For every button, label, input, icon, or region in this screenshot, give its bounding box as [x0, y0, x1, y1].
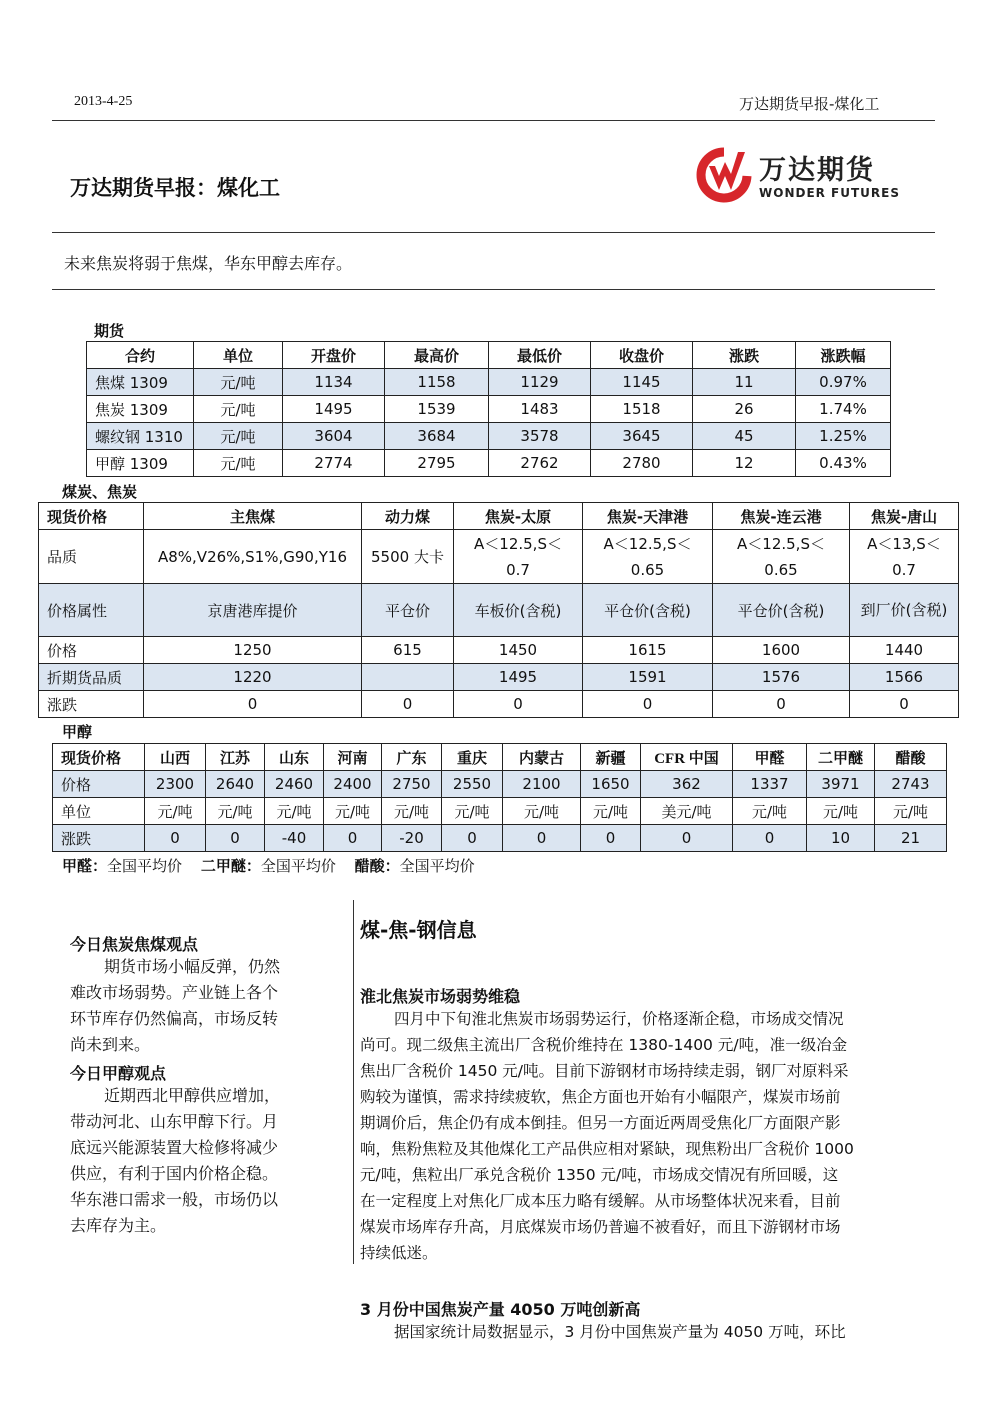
table-cell: 0 [850, 691, 959, 718]
table-row [39, 691, 959, 718]
table-cell: 2780 [591, 450, 693, 477]
col-header: 重庆 [442, 744, 503, 771]
table-cell: 0.97% [796, 369, 891, 396]
table-cell: 平仓价 [362, 584, 454, 637]
text-line: 供应，有利于国内价格企稳。 [70, 1164, 279, 1183]
col-header: 焦炭-连云港 [713, 503, 850, 530]
table-cell: 1539 [385, 396, 489, 423]
col-header: 山东 [265, 744, 324, 771]
table-cell: 元/吨 [442, 798, 503, 825]
table-cell: 0.43% [796, 450, 891, 477]
col-header: 新疆 [581, 744, 641, 771]
report-date: 2013-4-25 [74, 94, 133, 109]
table-cell: 21 [875, 825, 947, 852]
text-line: 期货市场小幅反弹，仍然 [104, 957, 281, 976]
table-cell: 元/吨 [194, 369, 283, 396]
table-cell: 0 [362, 691, 454, 718]
note-text: 全国平均价 [107, 857, 183, 875]
table-cell: 1.74% [796, 396, 891, 423]
text-line: 底远兴能源装置大检修将减少 [70, 1138, 279, 1157]
col-header: 开盘价 [283, 342, 385, 369]
col-header: 动力煤 [362, 503, 454, 530]
table-cell: 元/吨 [194, 396, 283, 423]
table-cell: 1495 [454, 664, 583, 691]
note-label: 甲醛： [62, 857, 108, 875]
table-cell: 美元/吨 [641, 798, 733, 825]
table-cell: 螺纹钢 1310 [87, 423, 194, 450]
table-row [87, 369, 891, 396]
table-cell: 2762 [489, 450, 591, 477]
table-row [39, 637, 959, 664]
table-cell: 元/吨 [265, 798, 324, 825]
table-cell: 2774 [283, 450, 385, 477]
col-header: 现货价格 [39, 503, 144, 530]
text-line: 华东港口需求一般，市场仍以 [70, 1190, 279, 1209]
table-cell: 折期货品质 [39, 664, 144, 691]
coal-table [38, 502, 959, 718]
methanol-table [52, 743, 947, 852]
table-cell: 元/吨 [194, 423, 283, 450]
note-text: 全国平均价 [260, 857, 336, 875]
summary-bottom-rule [52, 289, 935, 290]
table-cell: 元/吨 [206, 798, 265, 825]
table-cell: 3645 [591, 423, 693, 450]
text-line: 近期西北甲醇供应增加， [104, 1086, 281, 1105]
logo-en-text: WONDER FUTURES [759, 186, 901, 200]
table-cell: 0 [144, 691, 362, 718]
table-cell: 元/吨 [382, 798, 442, 825]
table-cell: 1145 [591, 369, 693, 396]
table-row [87, 423, 891, 450]
table-cell: 5500 大卡 [362, 530, 454, 584]
table-cell: 价格 [53, 771, 145, 798]
table-cell: 0 [206, 825, 265, 852]
table-cell: 涨跌 [39, 691, 144, 718]
col-header: 现货价格 [53, 744, 145, 771]
article-title: 3 月份中国焦炭产量 4050 万吨创新高 [360, 1300, 641, 1319]
table-cell: 2743 [875, 771, 947, 798]
methanol-notes [62, 855, 475, 876]
table-cell: A8%,V26%,S1%,G90,Y16 [144, 530, 362, 584]
table-cell: 品质 [39, 530, 144, 584]
table-cell: 元/吨 [581, 798, 641, 825]
table-row [39, 584, 959, 637]
col-header: 江苏 [206, 744, 265, 771]
table-cell: 12 [693, 450, 796, 477]
note-label: 二甲醚： [200, 857, 261, 875]
table-cell: 2400 [324, 771, 382, 798]
text-line: 焦出厂含税价 1450 元/吨。目前下游钢材市场持续走弱，钢厂对原料采 [360, 1062, 849, 1080]
table-cell: 平仓价(含税) [583, 584, 713, 637]
col-header: 合约 [87, 342, 194, 369]
methanol-section-title: 甲醇 [62, 723, 93, 741]
table-cell: 车板价(含税) [454, 584, 583, 637]
table-cell: A＜12.5,S＜0.65 [583, 530, 713, 584]
text-line: 据国家统计局数据显示，3 月份中国焦炭产量为 4050 万吨，环比 [394, 1323, 846, 1341]
text-line: 购较为谨慎，需求持续疲软，焦企方面也开始有小幅限产，煤炭市场前 [360, 1088, 841, 1106]
table-cell: A＜12.5,S＜0.65 [713, 530, 850, 584]
col-header: 山西 [145, 744, 206, 771]
col-header: 焦炭-太原 [454, 503, 583, 530]
table-row [53, 771, 947, 798]
table-cell: 1134 [283, 369, 385, 396]
table-cell: 元/吨 [194, 450, 283, 477]
table-cell: -40 [265, 825, 324, 852]
table-cell: 1158 [385, 369, 489, 396]
col-header: 涨跌 [693, 342, 796, 369]
table-cell: 1566 [850, 664, 959, 691]
table-row [39, 530, 959, 584]
table-cell: 10 [807, 825, 875, 852]
table-cell: 元/吨 [733, 798, 807, 825]
table-cell [362, 664, 454, 691]
table-cell: 价格 [39, 637, 144, 664]
methanol-view-title: 今日甲醇观点 [70, 1064, 167, 1083]
table-cell: 焦炭 1309 [87, 396, 194, 423]
text-line: 四月中下旬淮北焦炭市场弱势运行，价格逐渐企稳，市场成交情况 [394, 1010, 844, 1028]
table-cell: 0 [641, 825, 733, 852]
table-cell: 京唐港库提价 [144, 584, 362, 637]
col-header: 主焦煤 [144, 503, 362, 530]
text-line: 持续低迷。 [360, 1244, 438, 1262]
table-cell: 3971 [807, 771, 875, 798]
table-cell: 元/吨 [324, 798, 382, 825]
table-cell: 3684 [385, 423, 489, 450]
table-cell: 1220 [144, 664, 362, 691]
table-row [53, 825, 947, 852]
article-body [360, 1006, 895, 1266]
table-cell: 2100 [503, 771, 581, 798]
table-cell: 平仓价(含税) [713, 584, 850, 637]
table-cell: 1250 [144, 637, 362, 664]
table-cell: 2460 [265, 771, 324, 798]
table-cell: 1440 [850, 637, 959, 664]
table-cell: 0 [733, 825, 807, 852]
table-cell: 价格属性 [39, 584, 144, 637]
page-title: 万达期货早报：煤化工 [70, 176, 280, 200]
table-cell: 362 [641, 771, 733, 798]
table-cell: 2795 [385, 450, 489, 477]
col-header: 最高价 [385, 342, 489, 369]
table-cell: 1483 [489, 396, 591, 423]
col-header: CFR 中国 [641, 744, 733, 771]
text-line: 难改市场弱势。产业链上各个 [70, 983, 279, 1002]
table-cell: 45 [693, 423, 796, 450]
table-cell: 1129 [489, 369, 591, 396]
table-cell: 到厂价(含税) [850, 584, 959, 637]
table-cell: 1337 [733, 771, 807, 798]
table-row [53, 798, 947, 825]
article-body [360, 1319, 895, 1345]
table-cell: 涨跌 [53, 825, 145, 852]
table-cell: 0 [324, 825, 382, 852]
table-cell: 0 [503, 825, 581, 852]
coke-view-title: 今日焦炭焦煤观点 [70, 935, 199, 954]
table-cell: 1450 [454, 637, 583, 664]
table-row [87, 450, 891, 477]
futures-header-row [87, 342, 891, 369]
table-cell: 3604 [283, 423, 385, 450]
table-cell: 615 [362, 637, 454, 664]
table-cell: 1615 [583, 637, 713, 664]
table-cell: A＜13,S＜0.7 [850, 530, 959, 584]
article-title: 淮北焦炭市场弱势维稳 [360, 987, 521, 1006]
col-header: 河南 [324, 744, 382, 771]
col-header: 二甲醚 [807, 744, 875, 771]
futures-section-title: 期货 [94, 322, 125, 340]
text-line: 在一定程度上对焦化厂成本压力略有缓解。从市场整体状况来看，目前 [360, 1192, 841, 1210]
col-header: 焦炭-唐山 [850, 503, 959, 530]
table-cell: 0 [454, 691, 583, 718]
text-line: 去库存为主。 [70, 1216, 167, 1235]
futures-table [86, 341, 891, 477]
text-line: 带动河北、山东甲醇下行。月 [70, 1112, 279, 1131]
header-right-title: 万达期货早报-煤化工 [739, 95, 880, 113]
table-cell: 2750 [382, 771, 442, 798]
header-rule [52, 120, 935, 121]
summary-top-rule [52, 232, 935, 233]
table-row [39, 664, 959, 691]
table-cell: 焦煤 1309 [87, 369, 194, 396]
table-cell: 元/吨 [807, 798, 875, 825]
table-cell: 1600 [713, 637, 850, 664]
text-line: 环节库存仍然偏高，市场反转 [70, 1009, 279, 1028]
table-cell: 元/吨 [145, 798, 206, 825]
table-cell: A＜12.5,S＜0.7 [454, 530, 583, 584]
summary-text: 未来焦炭将弱于焦煤，华东甲醇去库存。 [64, 254, 353, 273]
coke-view-text [70, 954, 306, 1058]
table-cell: 1576 [713, 664, 850, 691]
col-header: 单位 [194, 342, 283, 369]
col-header: 广东 [382, 744, 442, 771]
table-cell: 11 [693, 369, 796, 396]
col-header: 涨跌幅 [796, 342, 891, 369]
table-cell: 元/吨 [503, 798, 581, 825]
col-header: 醋酸 [875, 744, 947, 771]
coal-section-title: 煤炭、焦炭 [62, 483, 138, 501]
methanol-header-row [53, 744, 947, 771]
col-header: 甲醛 [733, 744, 807, 771]
note-label: 醋酸： [354, 857, 400, 875]
logo-cn-text: 万达期货 [759, 155, 875, 186]
coal-header-row [39, 503, 959, 530]
table-cell: 0 [581, 825, 641, 852]
table-cell: 2550 [442, 771, 503, 798]
text-line: 元/吨，焦粒出厂承兑含税价 1350 元/吨，市场成交情况有所回暖，这 [360, 1166, 839, 1184]
table-cell: 1650 [581, 771, 641, 798]
table-cell: -20 [382, 825, 442, 852]
table-cell: 0 [583, 691, 713, 718]
table-cell: 0 [713, 691, 850, 718]
text-line: 期调价后，焦企仍有成本倒挂。但另一方面近两周受焦化厂方面限产影 [360, 1114, 841, 1132]
table-cell: 0 [145, 825, 206, 852]
company-logo [695, 146, 905, 204]
logo-mark-icon [695, 146, 753, 204]
table-cell: 1518 [591, 396, 693, 423]
text-line: 尚可。现二级焦主流出厂含税价维持在 1380-1400 元/吨，准一级冶金 [360, 1036, 848, 1054]
table-cell: 单位 [53, 798, 145, 825]
table-cell: 1495 [283, 396, 385, 423]
news-section-title: 煤-焦-钢信息 [360, 918, 477, 942]
column-divider [353, 900, 354, 1264]
text-line: 尚未到来。 [70, 1035, 151, 1054]
table-cell: 2300 [145, 771, 206, 798]
table-row [87, 396, 891, 423]
table-cell: 甲醇 1309 [87, 450, 194, 477]
col-header: 焦炭-天津港 [583, 503, 713, 530]
table-cell: 0 [442, 825, 503, 852]
table-cell: 1.25% [796, 423, 891, 450]
methanol-view-text [70, 1083, 306, 1239]
text-line: 煤炭市场库存升高，月底煤炭市场仍普遍不被看好，而且下游钢材市场 [360, 1218, 841, 1236]
table-cell: 2640 [206, 771, 265, 798]
note-text: 全国平均价 [399, 857, 475, 875]
col-header: 收盘价 [591, 342, 693, 369]
col-header: 内蒙古 [503, 744, 581, 771]
table-cell: 1591 [583, 664, 713, 691]
table-cell: 3578 [489, 423, 591, 450]
table-cell: 26 [693, 396, 796, 423]
text-line: 响，焦粉焦粒及其他煤化工产品供应相对紧缺，现焦粉出厂含税价 1000 [360, 1140, 854, 1158]
col-header: 最低价 [489, 342, 591, 369]
table-cell: 元/吨 [875, 798, 947, 825]
